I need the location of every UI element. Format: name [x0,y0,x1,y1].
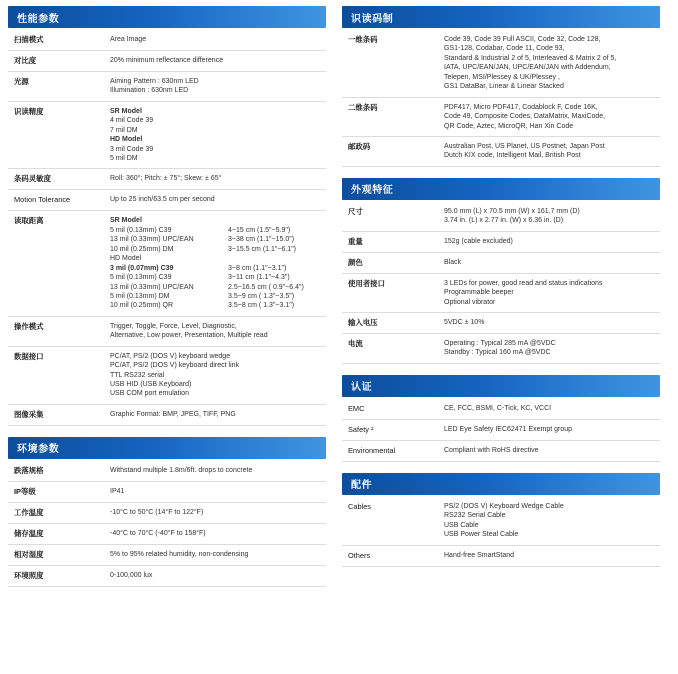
table-row [8,502,326,523]
right-column [342,6,660,578]
value-text [228,216,322,225]
table-row [342,30,660,97]
row-value [104,211,326,316]
value-line: 95.0 mm (L) x 70.5 mm (W) x 161.7 mm (D) [444,207,580,215]
value-line: 5 mil DM [110,155,138,163]
value-line: 20% minimum reflectance difference [110,56,224,64]
value-line: Black [444,258,462,266]
tbody-appearance [342,202,660,364]
value-line [110,283,322,292]
table-accessories [342,497,660,567]
table-row [8,190,326,211]
value-text: 5 mil (0.13mm) DM [110,292,170,300]
value-text: SR Model [110,217,142,225]
row-value [104,565,326,586]
value-line: PC/AT, PS/2 (DOS V) keyboard direct link [110,362,240,370]
section-accessories [342,473,660,567]
row-value [104,502,326,523]
value-line [110,301,322,310]
section-appearance [342,178,660,364]
table-row [342,273,660,312]
section-title: 配件 [351,480,373,492]
section-header-accessories [342,473,660,495]
value-line: 5% to 95% related humidity, non-condensing [110,550,249,558]
value-line [110,292,322,301]
value-line: Trigger, Toggle, Force, Level, Diagnostic, [110,322,237,330]
row-label: 环境照度 [8,565,104,586]
tbody-environment [8,461,326,586]
row-value [104,461,326,481]
row-value [438,273,660,312]
value-line: -10°C to 50°C (14°F to 122°F) [110,508,204,516]
table-row [8,169,326,190]
row-value [104,404,326,425]
row-value [438,136,660,166]
row-value [438,333,660,363]
section-title: 外观特征 [351,185,394,197]
value-line: Up to 25 inch/63.5 cm per second [110,196,215,204]
row-label: Safety ² [342,419,438,440]
value-line: 5VDC ± 10% [444,318,485,326]
row-value [438,440,660,461]
table-row [342,333,660,363]
row-value [104,50,326,71]
table-row [342,545,660,566]
value-line: CE, FCC, BSMI, C-Tick, KC, VCCI [444,404,552,412]
value-line: Withstand multiple 1.8m/6ft. drops to concrete [110,466,253,474]
value-text: 3~38 cm (1.1"~15.0") [228,236,295,244]
row-value [438,202,660,231]
row-value [104,316,326,346]
row-label: 使用者接口 [342,273,438,312]
table-row [8,404,326,425]
value-line: Illumination : 630nm LED [110,87,189,95]
tbody-certification [342,399,660,461]
section-title: 环境参数 [17,444,60,456]
table-row [342,399,660,419]
row-label: 条码灵敏度 [8,169,104,190]
row-label: 对比度 [8,50,104,71]
row-label: 储存温度 [8,523,104,544]
table-row [8,523,326,544]
row-label: 电流 [342,333,438,363]
value-line: Code 39, Code 39 Full ASCII, Code 32, Code 128, [444,36,601,43]
table-row [8,30,326,50]
table-row [8,71,326,101]
section-header-performance [8,6,326,28]
value-text: 5 mil (0.13mm) C39 [110,274,172,282]
value-text [228,254,322,263]
row-value [438,252,660,273]
value-line: 7 mil DM [110,126,138,134]
value-line: HD Model [110,136,143,144]
section-title: 认证 [351,382,373,394]
row-label: 尺寸 [342,202,438,231]
row-label: EMC [342,399,438,419]
value-line: PC/AT, PS/2 (DOS V) keyboard wedge [110,352,231,360]
tbody-accessories [342,497,660,566]
section-decoding [342,6,660,167]
value-text: 3.5~9 cm ( 1.3"~3.5") [228,292,295,300]
left-column [8,6,326,598]
table-row [8,211,326,316]
value-line [110,216,322,225]
value-line: Programmable beeper [444,289,514,297]
section-header-environment [8,437,326,459]
value-line: Alternative, Low power, Presentation, Multiple read [110,332,268,340]
row-value [104,346,326,404]
table-certification [342,399,660,462]
value-line: 4 mil Code 39 [110,117,154,125]
value-line: Standard & Industrial 2 of 5, Interleaved & Matrix 2 of 5, [444,54,617,62]
value-line [110,226,322,235]
value-line: Compliant with RoHS directive [444,446,539,454]
value-text: 13 mil (0.33mm) UPC/EAN [110,236,194,244]
row-label: 光源 [8,71,104,101]
value-line: IP41 [110,487,125,495]
row-label: 操作模式 [8,316,104,346]
value-text: 10 mil (0.25mm) DM [110,245,174,253]
value-line: USB COM port emulation [110,390,189,398]
row-value [438,545,660,566]
value-line: PS/2 (DOS V) Keyboard Wedge Cable [444,502,564,510]
table-row [8,565,326,586]
row-label: IP等级 [8,481,104,502]
value-line: Standby : Typical 160 mA @5VDC [444,349,551,357]
value-line: SR Model [110,107,142,115]
two-column-layout [8,6,670,598]
value-line: USB Power Steal Cable [444,531,519,539]
value-text: 3~15.5 cm (1.1"~6.1") [228,245,297,253]
value-line: LED Eye Safety IEC62471 Exempt group [444,425,573,433]
value-text: HD Model [110,255,142,263]
section-environment [8,437,326,587]
value-line [110,245,322,254]
row-label: 图像采集 [8,404,104,425]
table-row [8,316,326,346]
value-line: RS232 Serial Cable [444,512,506,520]
value-line: 0-100,000 lux [110,571,153,579]
table-row [342,497,660,545]
value-text: 2.5~16.5 cm ( 0.9"~6.4") [228,283,304,291]
value-line [110,273,322,282]
value-line: Hand-free SmartStand [444,551,515,559]
row-value [104,190,326,211]
row-value [104,30,326,50]
table-row [8,481,326,502]
value-text: 3 mil (0.07mm) C39 [110,264,174,272]
table-row [342,97,660,136]
value-line: 3 LEDs for power, good read and status indications [444,279,603,287]
row-value [438,30,660,97]
table-appearance [342,202,660,364]
value-line: Operating : Typical 285 mA @5VDC [444,339,556,347]
row-label: 输入电压 [342,312,438,333]
section-header-decoding [342,6,660,28]
table-environment [8,461,326,587]
row-label: 数据接口 [8,346,104,404]
value-text: 3~8 cm (1.1"~3.1") [228,264,287,272]
value-line: GS1 DataBar, Linear & Linear Stacked [444,83,564,91]
section-title: 识读码制 [351,13,394,25]
row-label: 跌落规格 [8,461,104,481]
row-value [104,523,326,544]
value-line: Roll: 360°; Pitch: ± 75°; Skew: ± 65° [110,175,222,183]
table-row [8,346,326,404]
value-line: Dutch KIX code, Intelligent Mail, British Post [444,152,581,160]
section-header-appearance [342,178,660,200]
row-label: 工作温度 [8,502,104,523]
row-value [438,312,660,333]
row-label: 一维条码 [342,30,438,97]
row-label: Others [342,545,438,566]
value-line: USB HID (USB Keyboard) [110,381,192,388]
table-row [8,461,326,481]
table-row [342,252,660,273]
table-row [8,544,326,565]
value-line: Area Image [110,36,147,43]
table-row [342,312,660,333]
row-label: Cables [342,497,438,545]
table-decoding [342,30,660,167]
value-line: Australian Post, US Planet, US Postnet, Japan Post [444,142,605,150]
table-row [342,231,660,252]
row-label: Motion Tolerance [8,190,104,211]
section-header-certification [342,375,660,397]
table-performance [8,30,326,426]
value-line: GS1-128, Codabar, Code 11, Code 93, [444,45,565,53]
row-value [438,497,660,545]
value-line: QR Code, Aztec, MicroQR, Han Xin Code [444,122,574,130]
table-row [8,50,326,71]
row-value [438,97,660,136]
table-row [8,101,326,169]
value-text: 10 mil (0.25mm) QR [110,302,174,310]
value-line: 152g (cable excluded) [444,237,513,245]
table-row [342,419,660,440]
value-text: 5 mil (0.13mm) C39 [110,226,172,234]
value-line: Optional vibrator [444,298,496,306]
value-line: Code 49, Composite Codes, DataMatrix, MaxiCode, [444,113,606,121]
section-title: 性能参数 [17,13,60,25]
row-label: Environmental [342,440,438,461]
row-label: 相对湿度 [8,544,104,565]
value-text: 4~15 cm (1.5"~5.9") [228,226,291,234]
row-label: 读取距离 [8,211,104,316]
table-row [342,440,660,461]
value-line: 3 mil Code 39 [110,145,154,153]
value-line: Aiming Pattern : 630nm LED [110,77,199,85]
row-label: 扫描模式 [8,30,104,50]
table-row [342,202,660,231]
value-line: USB Cable [444,521,479,529]
row-label: 重量 [342,231,438,252]
row-label: 二维条码 [342,97,438,136]
row-value [438,399,660,419]
value-line: IATA, UPC/EAN/JAN, UPC/EAN/JAN with Addendum, [444,64,611,72]
row-value [104,71,326,101]
row-value [104,169,326,190]
value-line [110,235,322,244]
row-value [438,231,660,252]
table-row [342,136,660,166]
tbody-decoding [342,30,660,166]
value-line: 3.74 in. (L) x 2.77 in. (W) x 6.36 in. (D) [444,217,564,225]
row-label: 识读精度 [8,101,104,169]
section-certification [342,375,660,462]
row-value [104,544,326,565]
value-line [110,254,322,263]
row-value [438,419,660,440]
value-line [110,264,322,273]
value-text: 3~11 cm (1.1"~4.3") [228,274,290,282]
row-value [104,101,326,169]
value-line: -40°C to 70°C (-40°F to 158°F) [110,529,206,537]
value-text: 13 mil (0.33mm) UPC/EAN [110,283,194,291]
value-text: 3.5~8 cm ( 1.3"~3.1") [228,302,295,310]
value-line: Graphic Format: BMP, JPEG, TIFF, PNG [110,410,236,418]
section-performance [8,6,326,426]
value-line: Telepen, MSI/Plessey & UK/Plessey , [444,73,560,81]
value-line: PDF417, Micro PDF417, Codablock F, Code 16K, [444,103,598,111]
row-value [104,481,326,502]
row-label: 颜色 [342,252,438,273]
tbody-performance [8,30,326,425]
value-line: TTL RS232 serial [110,371,165,379]
row-label: 邮政码 [342,136,438,166]
